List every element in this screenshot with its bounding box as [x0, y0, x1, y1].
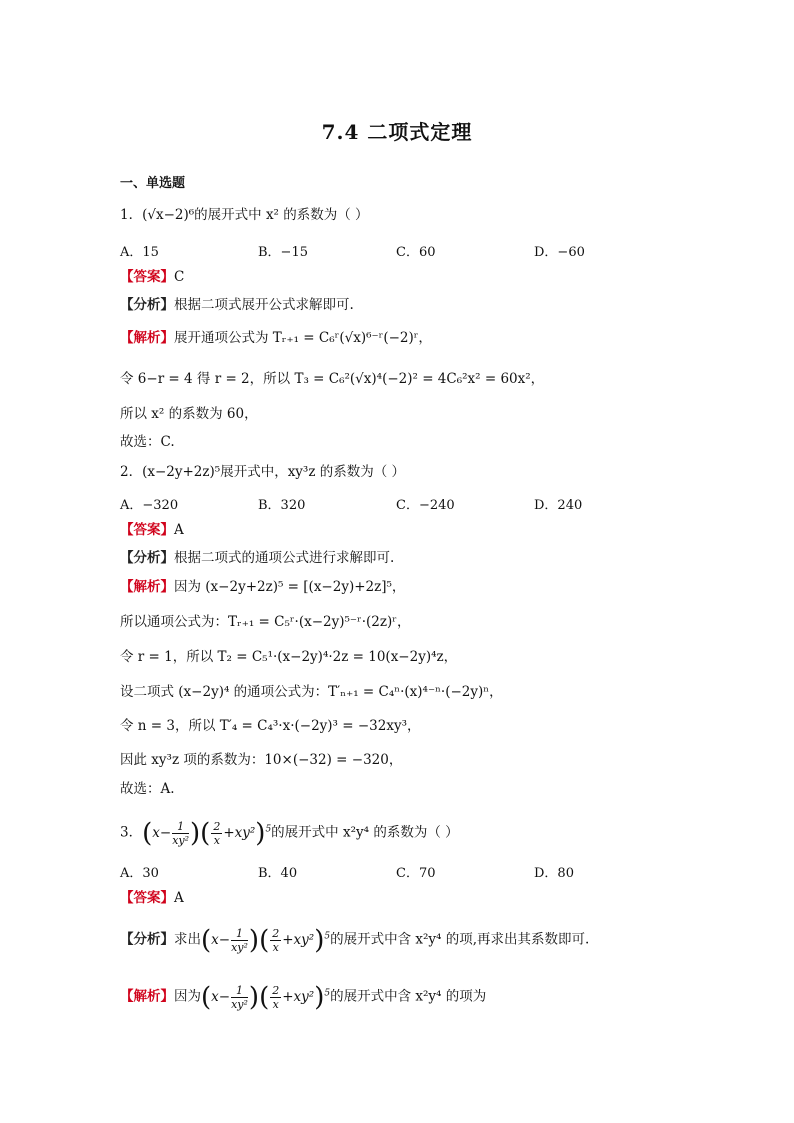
answer-tag: 【答案】	[120, 890, 174, 906]
solution-tag: 【解析】	[120, 988, 174, 1005]
q1-solution-1	[120, 329, 432, 347]
q2-option-b: B．320	[258, 498, 306, 513]
q2-solution-2: 所以通项公式为：Tᵣ₊₁ = C₅ʳ·(x−2y)⁵⁻ʳ·(2z)ʳ，	[120, 614, 411, 630]
solution-text: 因为 (x−2y+2z)⁵ = [(x−2y)+2z]⁵，	[174, 579, 406, 595]
q2-solution-3: 令 r = 1，所以 T₂ = C₅¹·(x−2y)⁴·2z = 10(x−2y)⁴z，	[120, 649, 458, 665]
q1-option-d: D．−60	[534, 245, 585, 260]
q1-stem: 1．(√x−2)⁶的展开式中 x² 的系数为（ ）	[120, 207, 369, 223]
analysis-pre: 求出	[174, 931, 201, 948]
solution-tag: 【解析】	[120, 330, 174, 346]
q3-answer	[120, 889, 184, 907]
solution-tag: 【解析】	[120, 579, 174, 595]
analysis-text: 根据二项式的通项公式进行求解即可.	[174, 550, 395, 566]
answer-value: A	[174, 890, 184, 906]
analysis-tag: 【分析】	[120, 297, 174, 313]
q2-stem: 2．(x−2y+2z)⁵展开式中，xy³z 的系数为（ ）	[120, 464, 406, 480]
q2-solution-6: 因此 xy³z 项的系数为：10×(−32) = −320，	[120, 752, 403, 768]
q3-number: 3．	[120, 824, 143, 841]
q3-stem	[120, 812, 459, 850]
q3-analysis-expression: (x− $\frac{1}{\text{xy²}}$ )( $\frac{2}{x}$ +xy²)$^5$	[201, 925, 331, 955]
q2-answer	[120, 521, 184, 539]
q1-answer	[120, 268, 184, 286]
q1-option-c: C．60	[396, 245, 436, 260]
q1-solution-4: 故选：C.	[120, 434, 175, 450]
q1-analysis	[120, 296, 354, 314]
answer-tag: 【答案】	[120, 522, 174, 538]
q1-solution-3: 所以 x² 的系数为 60，	[120, 406, 258, 422]
q2-option-d: D．240	[534, 498, 583, 513]
q2-solution-5: 令 n = 3，所以 T′₄ = C₄³·x·(−2y)³ = −32xy³，	[120, 718, 421, 734]
q3-stem-tail: 的展开式中 x²y⁴ 的系数为（ ）	[271, 824, 459, 841]
q3-solution-expression: (x− $\frac{1}{\text{xy²}}$ )( $\frac{2}{x}$ +xy²)$^5$	[201, 982, 331, 1012]
q3-solution	[120, 976, 486, 1014]
q3-option-a: A．30	[120, 866, 159, 881]
q3-option-d: D．80	[534, 866, 574, 881]
q3-option-b: B．40	[258, 866, 298, 881]
page-title: 7.4 二项式定理	[321, 120, 473, 144]
section-heading: 一、单选题	[120, 176, 186, 191]
q3-analysis	[120, 919, 589, 957]
analysis-post: 的展开式中含 x²y⁴ 的项,再求出其系数即可.	[330, 931, 590, 948]
analysis-tag: 【分析】	[120, 550, 174, 566]
q3-expression: (x− $\frac{1}{\text{xy²}}$ )( $\frac{2}{x}$ +xy²)$^5$	[142, 818, 272, 848]
q1-option-b: B．−15	[258, 245, 308, 260]
q2-option-c: C．−240	[396, 498, 455, 513]
q1-option-a: A．15	[120, 245, 159, 260]
q2-solution-7: 故选：A.	[120, 781, 175, 797]
q1-solution-2: 令 6−r = 4 得 r = 2，所以 T₃ = C₆²(√x)⁴(−2)² = 4C₆²x² = 60x²，	[120, 371, 545, 387]
answer-value: C	[174, 269, 185, 285]
q2-solution-4: 设二项式 (x−2y)⁴ 的通项公式为：T′ₙ₊₁ = C₄ⁿ·(x)⁴⁻ⁿ·(−2y)ⁿ，	[120, 684, 503, 700]
q2-analysis	[120, 549, 394, 567]
q3-option-c: C．70	[396, 866, 436, 881]
q2-option-a: A．−320	[120, 498, 179, 513]
answer-tag: 【答案】	[120, 269, 174, 285]
solution-post: 的展开式中含 x²y⁴ 的项为	[330, 988, 487, 1005]
answer-value: A	[174, 522, 184, 538]
analysis-text: 根据二项式展开公式求解即可.	[174, 297, 354, 313]
solution-text: 展开通项公式为 Tᵣ₊₁ = C₆ʳ(√x)⁶⁻ʳ(−2)ʳ，	[174, 330, 432, 346]
analysis-tag: 【分析】	[120, 931, 174, 948]
solution-pre: 因为	[174, 988, 201, 1005]
q2-solution-1	[120, 578, 405, 596]
